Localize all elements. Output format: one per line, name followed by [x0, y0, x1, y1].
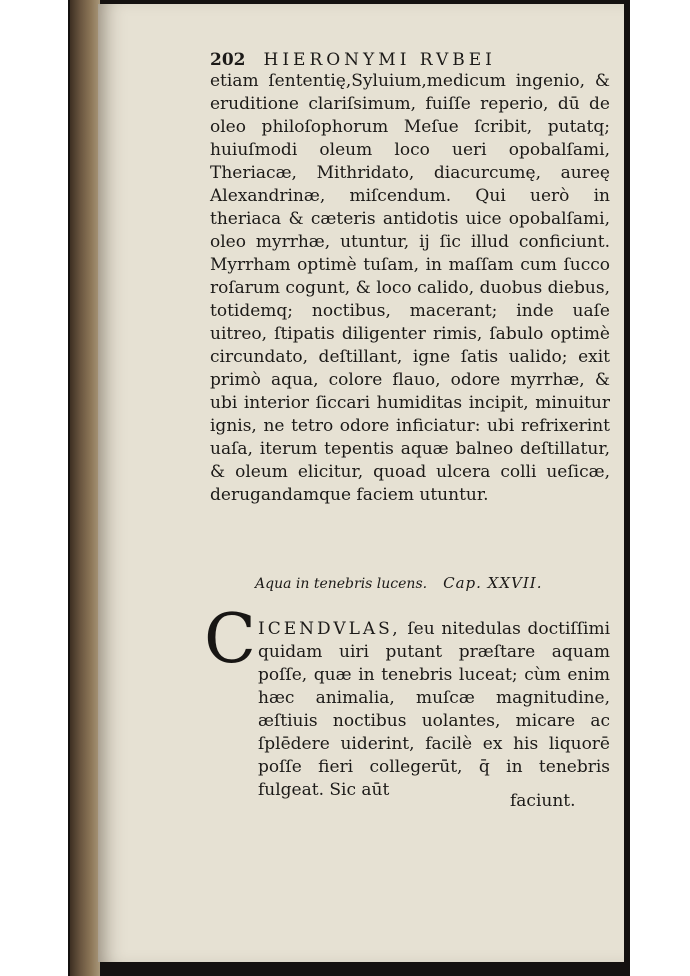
running-head [210, 50, 610, 70]
chapter-number: Cap. XXVII. [443, 574, 543, 592]
book-page [98, 4, 624, 962]
chapter-last-line: faciunt. [510, 791, 576, 811]
book-gutter-edge [70, 0, 100, 976]
chapter-title: Aqua in tenebris lucens. [255, 576, 428, 592]
running-title: HIERONYMI RVBEI [263, 50, 496, 70]
page-number: 202 [210, 50, 246, 70]
chapter-text: ſeu nitedulas doctiſſimi quidam uiri putant præſtare aquam poſſe, quæ in tenebris luceat; cùm enim hæc animalia, muſcæ magnitudine, æſtiuis noctibus uolantes, micare ac ſplēdere uiderint, facilè ex his liquorē poſſe fieri collegerūt, q̄ in tenebris fulgeat. Sic aūt [258, 619, 611, 800]
chapter-paragraph [258, 618, 610, 802]
chapter-heading [255, 574, 595, 592]
drop-cap: C [204, 600, 257, 679]
chapter-first-word: ICENDVLAS, [258, 619, 401, 639]
body-paragraph: etiam ſententię,Syluium,medicum ingenio, & eruditione clariſsimum, fuiſſe reperio, dū de oleo philoſophorum Meſue ſcribit, putatq; huiuſmodi oleum loco ueri opobalſami, Theriacæ, Mithridato, diacurcumę, aureę Alexandrinæ, miſcendum. Qui uerò in theriaca & cæteris antidotis uice opobalſami, oleo myrrhæ, utuntur, ij ſic illud conficiunt. Myrrham optimè tuſam, in maſſam cum ſucco roſarum cogunt, & loco calido, duobus diebus, totidemq; noctibus, macerant; inde uaſe uitreo, ſtipatis diligenter rimis, ſabulo optimè circundato, deſtillant, igne ſatis ualido; exit primò aqua, colore flauo, odore myrrhæ, & ubi interior ſiccari humiditas incipit, minuitur ignis, ne tetro odore inficiatur: ubi refrixerint uaſa, iterum tepentis aquæ balneo deſtillatur, & oleum elicitur, quoad ulcera colli ueſicæ, derugandamque faciem utuntur. [210, 71, 610, 505]
